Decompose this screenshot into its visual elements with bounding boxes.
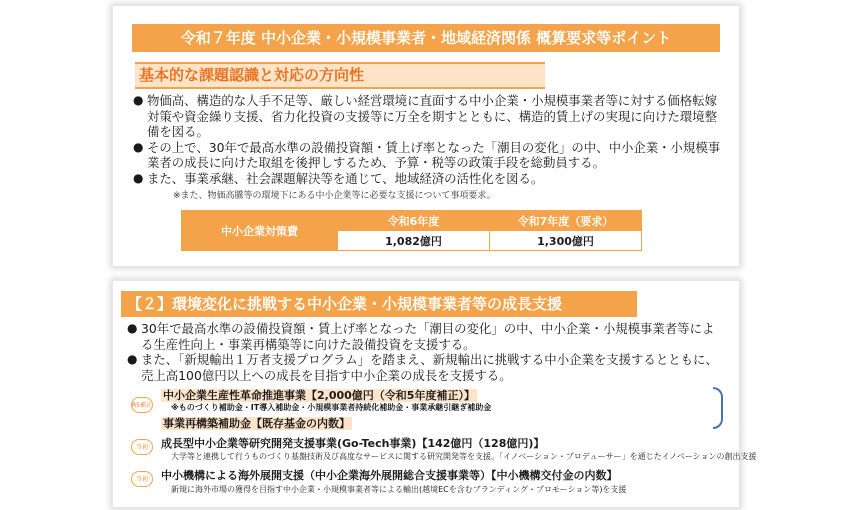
- project-title: 成長型中小企業等研究開発支援事業(Go-Tech事業)【142億円（128億円)】: [161, 437, 545, 450]
- project-detail: 新規に海外市場の獲得を目指す中小企業・小規模事業者等による輸出(越境ECを含むブランディング・プロモーション等)を支援: [171, 485, 627, 494]
- bullet-text: 30年で最高水準の設備投資額・賃上げ率となった「潮目の変化」の中、中小企業・小規模事業者等による生産性向上・事業再構築等に向けた設備投資を支援する。: [141, 321, 715, 352]
- bullet-icon: ●: [127, 352, 138, 367]
- budget-type-badge: 当初: [131, 471, 153, 487]
- table-header: 令和7年度（要求）: [490, 211, 642, 231]
- list-item: [131, 171, 721, 187]
- bullet-text: 物価高、構造的な人手不足等、厳しい経営環境に直面する中小企業・小規模事業者等に対する価格転嫁対策や資金繰り支援、省力化投資の支援等に万全を期すとともに、構造的賃上げの実現に向けた環境整備を図る。: [147, 93, 717, 140]
- bullet-list: [131, 93, 721, 187]
- table-cell: 1,082億円: [338, 231, 490, 251]
- bullet-text: また、「新規輸出１万者支援プログラム」を踏まえ、新規輸出に挑戦する中小企業を支援するとともに、売上高100億円以上への成長を目指す中小企業の成長を支援する。: [141, 352, 718, 383]
- list-item: [131, 140, 721, 171]
- bullet-icon: ●: [133, 139, 144, 154]
- project-title: 中小企業生産性革命推進事業【2,000億円（令和5年度補正）】: [163, 389, 475, 402]
- section-heading: 【２】環境変化に挑戦する中小企業・小規模事業者等の成長支援: [121, 291, 637, 317]
- section-heading: 基本的な課題認識と対応の方向性: [135, 62, 545, 89]
- project-title: 中小機構による海外展開支援（中小企業海外展開総合支援事業等）【中小機構交付金の内数】: [161, 469, 618, 482]
- project-detail: ※ものづくり補助金・IT導入補助金・小規模事業者持続化補助金・事業承継引継ぎ補助金: [171, 403, 492, 412]
- table-header: 令和6年度: [338, 211, 490, 231]
- project-list: [127, 387, 757, 505]
- budget-table: [181, 210, 642, 251]
- growth-support-card: [112, 280, 757, 508]
- page-title: 令和７年度 中小企業・小規模事業者・地域経済関係 概算要求等ポイント: [132, 24, 720, 52]
- footnote: ※また、物価高騰等の環境下にある中小企業等に必要な支援について事項要求。: [173, 191, 496, 201]
- list-item: [125, 352, 723, 383]
- budget-summary-card: [112, 5, 740, 267]
- list-item: [125, 321, 723, 352]
- budget-type-badge: R5補正: [131, 397, 153, 413]
- bullet-text: その上で、30年で最高水準の設備投資額・賃上げ率となった「潮目の変化」の中、中小企業・小規模事業者の成長に向けた取組を後押しするため、予算・税等の政策手段を総動員する。: [147, 139, 721, 171]
- bullet-list: [125, 321, 723, 383]
- bullet-icon: ●: [127, 321, 138, 335]
- bullet-icon: ●: [133, 170, 144, 185]
- table-cell: 1,300億円: [490, 231, 642, 251]
- list-item: [131, 93, 721, 140]
- table-row-label: 中小企業対策費: [182, 211, 338, 251]
- bracket-icon: [713, 387, 723, 429]
- project-title: 事業再構築補助金【既存基金の内数】: [163, 417, 350, 430]
- project-detail: 大学等と連携して行うものづくり基盤技術及び高度なサービスに関する研究開発等を支援。「イノベーション・プロデューサー」を通じたイノベーションの創出支援: [171, 452, 757, 461]
- bullet-text: また、事業承継、社会課題解決等を通じて、地域経済の活性化を図る。: [147, 170, 544, 186]
- table-row: [182, 211, 642, 231]
- budget-type-badge: 当初: [131, 439, 153, 455]
- bullet-icon: ●: [133, 93, 144, 107]
